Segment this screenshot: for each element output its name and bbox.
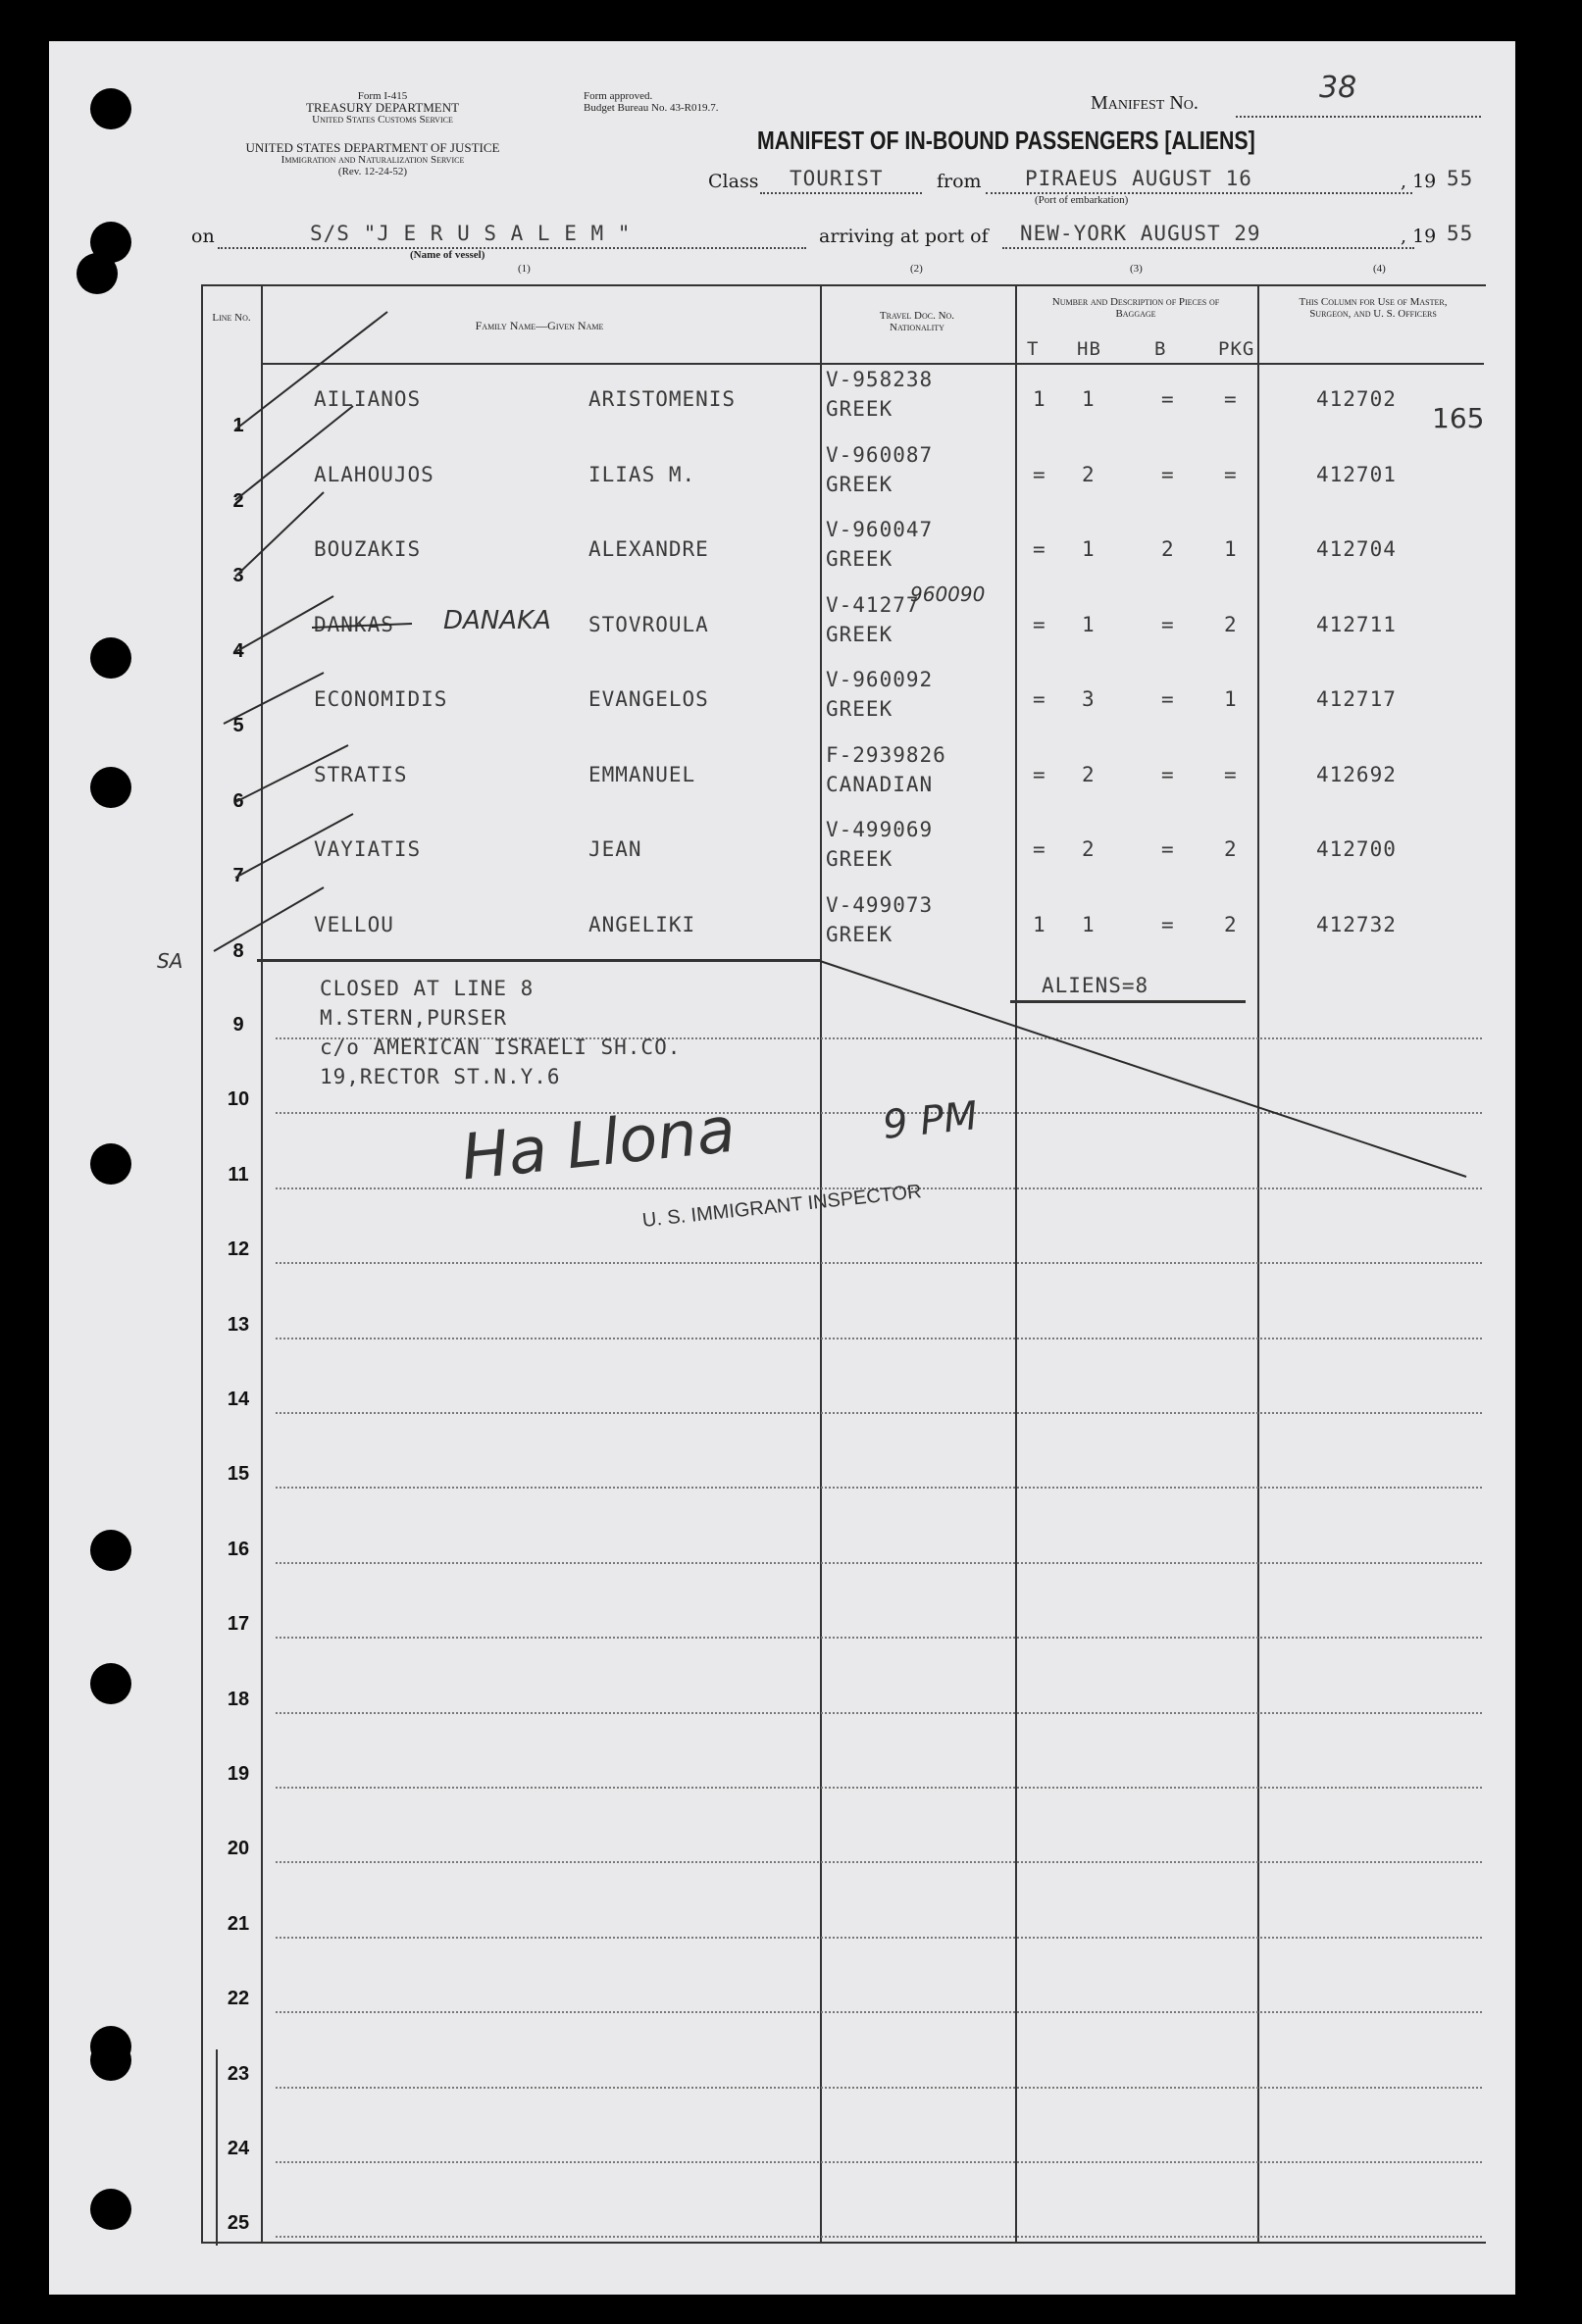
manifest-no-value: 38 (1319, 71, 1357, 105)
manifest-no-line (1236, 116, 1481, 118)
empty-line-rule (276, 1562, 1482, 1564)
line-number: 8 (232, 939, 244, 962)
baggage-t: = (1033, 762, 1046, 786)
baggage-pkg: = (1224, 462, 1238, 486)
officer-number: 412711 (1316, 612, 1397, 636)
vessel-line (218, 247, 806, 249)
baggage-t: = (1033, 687, 1046, 711)
class-value: TOURIST (790, 167, 884, 190)
travel-doc-number: F-2939826 (826, 742, 946, 767)
line-number: 23 (227, 2062, 250, 2085)
baggage-t: = (1033, 837, 1046, 861)
travel-doc-number: V-960092 (826, 668, 934, 691)
closing-line-4: 19,RECTOR ST.N.Y.6 (320, 1065, 561, 1088)
aliens-total: ALIENS=8 (1042, 974, 1149, 997)
line-number: 11 (228, 1163, 249, 1186)
officer-number: 412732 (1316, 912, 1397, 936)
family-name: BOUZAKIS (314, 537, 422, 561)
line-number: 20 (227, 1838, 250, 1860)
given-name: JEAN (588, 837, 642, 861)
line-number: 4 (232, 639, 244, 662)
line-number: 21 (227, 1912, 250, 1935)
aliens-rule (1010, 1000, 1246, 1003)
baggage-b: = (1161, 687, 1175, 711)
given-name: ALEXANDRE (588, 537, 709, 561)
empty-line-rule (276, 1937, 1482, 1939)
line-number: 19 (227, 1763, 250, 1785)
baggage-hb: 1 (1082, 537, 1096, 561)
line-number: 9 (232, 1014, 244, 1036)
treasury-department: TREASURY DEPARTMENT (305, 100, 460, 115)
empty-line-rule (276, 2087, 1482, 2089)
travel-doc-number: V-960087 (826, 442, 934, 467)
table-header-border (263, 363, 1484, 365)
nationality: GREEK (826, 472, 893, 496)
page-count: 165 (1432, 402, 1485, 434)
line-number: 15 (227, 1463, 250, 1486)
baggage-b: = (1161, 912, 1175, 936)
empty-line-rule (276, 2236, 1482, 2238)
baggage-pkg: 1 (1224, 687, 1238, 711)
on-label: on (191, 226, 215, 247)
customs-service: United States Customs Service (312, 114, 453, 126)
baggage-hb: 1 (1082, 612, 1096, 636)
given-name: ANGELIKI (588, 912, 696, 936)
baggage-hb: 1 (1082, 387, 1096, 411)
class-label: Class (708, 171, 759, 192)
baggage-pkg: = (1224, 762, 1238, 786)
justice-block (186, 142, 559, 177)
line-number: 5 (232, 715, 244, 736)
baggage-sub-pkg: PKG (1218, 338, 1255, 360)
signature-time: 9 PM (880, 1093, 980, 1148)
header-name: Family Name—Given Name (475, 319, 604, 332)
empty-line-rule (276, 1787, 1482, 1789)
table-bottom-border (201, 2242, 1486, 2244)
line-number: 22 (227, 1988, 250, 2010)
margin-initials: SA (157, 949, 183, 973)
arriving-year: 55 (1447, 222, 1474, 245)
family-name: DANKAS (314, 612, 394, 636)
line-number: 12 (227, 1238, 250, 1261)
form-title: MANIFEST OF IN-BOUND PASSENGERS [ALIENS] (757, 126, 1255, 155)
empty-line-rule (276, 2011, 1482, 2013)
travel-doc-number: V-960047 (826, 518, 934, 541)
line-number: 3 (232, 565, 244, 586)
from-label: from (937, 171, 982, 192)
baggage-pkg: = (1224, 387, 1238, 411)
baggage-hb: 2 (1082, 762, 1096, 786)
line-number: 18 (227, 1688, 250, 1710)
header-travel-doc: Travel Doc. No. Nationality (879, 310, 955, 333)
baggage-sub-t: T (1027, 338, 1040, 360)
travel-doc-number: V-41277 (826, 592, 920, 617)
closing-rule (257, 959, 820, 962)
closing-line-1: CLOSED AT LINE 8 (320, 977, 535, 1000)
arriving-line (1002, 247, 1414, 249)
line-number: 2 (232, 489, 244, 512)
given-name: EVANGELOS (588, 687, 709, 711)
baggage-b: = (1161, 837, 1175, 861)
form-approved: Form approved. (584, 90, 653, 102)
given-name: STOVROULA (588, 612, 709, 636)
col-num-1: (1) (518, 263, 531, 275)
from-year: 55 (1447, 167, 1474, 190)
header-officers: This Column for Use of Master, Surgeon, and U. S. Officers (1299, 296, 1448, 320)
baggage-sub-hb: HB (1077, 338, 1101, 360)
line-number: 6 (232, 789, 244, 812)
closing-line-3: c/o AMERICAN ISRAELI SH.CO. (320, 1036, 682, 1059)
inspector-stamp: U. S. IMMIGRANT INSPECTOR (640, 1181, 923, 1232)
travel-doc-number: V-499069 (826, 818, 934, 841)
table-top-border (201, 284, 1486, 286)
revision: (Rev. 12-24-52) (337, 166, 408, 177)
nationality: GREEK (826, 397, 893, 421)
officer-number: 412704 (1316, 537, 1397, 561)
travel-doc-number: V-958238 (826, 368, 934, 391)
line-number: 14 (227, 1389, 250, 1410)
punch-hole (90, 1663, 131, 1704)
empty-line-rule (276, 1712, 1482, 1714)
empty-line-rule (276, 1412, 1482, 1414)
baggage-b: = (1161, 462, 1175, 486)
baggage-hb: 1 (1082, 912, 1096, 936)
baggage-pkg: 2 (1224, 912, 1238, 936)
punch-hole (90, 767, 131, 808)
empty-line-rule (276, 1338, 1482, 1339)
nationality: GREEK (826, 697, 893, 721)
line-number: 24 (227, 2138, 250, 2159)
arriving-label: arriving at port of (819, 226, 989, 247)
officer-number: 412701 (1316, 462, 1397, 486)
correction-name: DANAKA (443, 606, 551, 635)
line-number: 10 (227, 1088, 250, 1111)
punch-hole (90, 2040, 131, 2081)
empty-line-rule (276, 1487, 1482, 1489)
vessel-label: (Name of vessel) (410, 249, 485, 261)
baggage-t: 1 (1033, 912, 1046, 936)
col-num-4: (4) (1373, 263, 1386, 275)
manifest-page (49, 41, 1515, 2295)
budget-bureau: Budget Bureau No. 43-R019.7. (584, 102, 719, 114)
line-number: 1 (232, 415, 244, 436)
punch-hole (90, 2189, 131, 2230)
baggage-b: = (1161, 612, 1175, 636)
line-number: 13 (227, 1313, 250, 1336)
from-year-prefix: , 19 (1401, 171, 1437, 192)
punch-hole (90, 1143, 131, 1185)
table-left-border (201, 284, 203, 2244)
justice-department: UNITED STATES DEPARTMENT OF JUSTICE (245, 140, 500, 155)
nationality: GREEK (826, 922, 893, 946)
family-name: ECONOMIDIS (314, 687, 448, 711)
nationality: CANADIAN (826, 772, 934, 796)
family-name: AILIANOS (314, 387, 422, 411)
baggage-sub-b: B (1154, 338, 1167, 360)
family-name: ALAHOUJOS (314, 462, 434, 486)
baggage-b: 2 (1161, 537, 1175, 561)
baggage-b: = (1161, 762, 1175, 786)
nationality: GREEK (826, 622, 893, 646)
port-embarkation-label: (Port of embarkation) (1035, 194, 1129, 206)
officer-number: 412717 (1316, 687, 1397, 711)
empty-line-rule (276, 1861, 1482, 1863)
empty-line-rule (276, 1112, 1482, 1114)
class-line (760, 192, 922, 194)
header-line-no: Line No. (212, 312, 251, 324)
immigration-service: Immigration and Naturalization Service (281, 154, 465, 166)
officer-number: 412702 (1316, 387, 1397, 411)
given-name: EMMANUEL (588, 762, 696, 786)
arriving-year-prefix: , 19 (1401, 226, 1437, 247)
closing-line-2: M.STERN,PURSER (320, 1006, 508, 1030)
form-id-block (245, 90, 520, 126)
empty-line-rule (276, 1637, 1482, 1639)
line-number: 25 (227, 2212, 250, 2235)
baggage-b: = (1161, 387, 1175, 411)
baggage-t: = (1033, 537, 1046, 561)
baggage-hb: 3 (1082, 687, 1096, 711)
baggage-hb: 2 (1082, 837, 1096, 861)
baggage-pkg: 2 (1224, 837, 1238, 861)
punch-hole (90, 88, 131, 129)
col-num-2: (2) (910, 263, 923, 275)
correction-doc: 960090 (910, 582, 986, 606)
punch-hole (90, 1530, 131, 1571)
line-number: 17 (227, 1613, 250, 1636)
manifest-no-label: Manifest No. (1091, 92, 1199, 114)
line-number: 7 (232, 865, 244, 886)
empty-line-rule (276, 1262, 1482, 1264)
form-number: Form I-415 (357, 90, 408, 102)
punch-hole (77, 253, 118, 294)
baggage-hb: 2 (1082, 462, 1096, 486)
arriving-value: NEW-YORK AUGUST 29 (1020, 222, 1261, 245)
baggage-t: = (1033, 462, 1046, 486)
baggage-pkg: 2 (1224, 612, 1238, 636)
travel-doc-number: V-499073 (826, 892, 934, 917)
header-baggage: Number and Description of Pieces of Baggage (1051, 296, 1220, 320)
col-num-3: (3) (1130, 263, 1143, 275)
empty-line-rule (276, 2161, 1482, 2163)
nationality: GREEK (826, 547, 893, 571)
family-name: VELLOU (314, 912, 394, 936)
officer-number: 412692 (1316, 762, 1397, 786)
baggage-pkg: 1 (1224, 537, 1238, 561)
family-name: STRATIS (314, 762, 408, 786)
baggage-t: = (1033, 612, 1046, 636)
given-name: ILIAS M. (588, 462, 696, 486)
vessel-value: S/S "J E R U S A L E M " (310, 222, 632, 245)
nationality: GREEK (826, 847, 893, 871)
given-name: ARISTOMENIS (588, 387, 737, 411)
officer-number: 412700 (1316, 837, 1397, 861)
line-number: 16 (227, 1538, 250, 1560)
family-name: VAYIATIS (314, 837, 422, 861)
signature: Ha Llona (457, 1093, 740, 1195)
punch-hole (90, 637, 131, 679)
baggage-t: 1 (1033, 387, 1046, 411)
budget-block (584, 90, 718, 114)
from-value: PIRAEUS AUGUST 16 (1025, 167, 1252, 190)
